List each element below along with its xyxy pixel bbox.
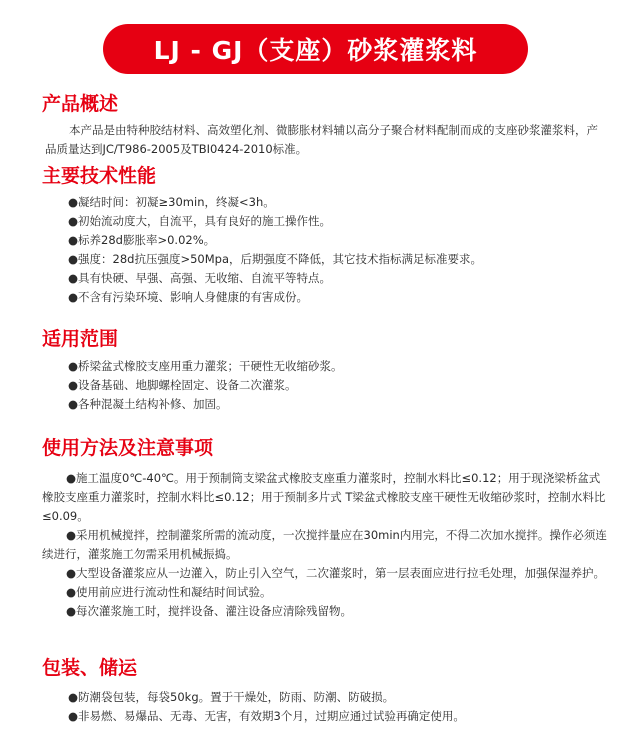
- product-title-banner: [103, 24, 528, 74]
- packaging-heading: 包装、储运: [42, 657, 138, 679]
- list-item: ●初始流动度大，自流平，具有良好的施工操作性。: [68, 214, 332, 228]
- list-item: ●施工温度0℃-40℃。用于预制筒支梁盆式橡胶支座重力灌浆时，控制水料比≤0.12；用于现浇梁桥盆式橡胶支座重力灌浆时，控制水料比≤0.12；用于预制多片式 T梁盆式橡胶支座干硬性无收缩砂浆时，控制水料比≤0.09。: [42, 471, 606, 523]
- list-item: ●不含有污染环境、影响人身健康的有害成份。: [68, 290, 309, 304]
- overview-text: 本产品是由特种胶结材料、高效塑化剂、微膨胀材料辅以高分子聚合材料配制而成的支座砂浆灌浆料，产品质量达到JC/T986-2005及TBI0424-2010标准。: [45, 123, 598, 156]
- list-item: ●各种混凝土结构补修、加固。: [68, 397, 228, 411]
- scope-heading: 适用范围: [42, 328, 119, 350]
- list-item: ●使用前应进行流动性和凝结时间试验。: [66, 585, 272, 599]
- scope-list: [68, 357, 608, 414]
- list-item: ●每次灌浆施工时，搅拌设备、灌注设备应清除残留物。: [66, 604, 353, 618]
- usage-list: [42, 469, 608, 621]
- usage-heading: 使用方法及注意事项: [42, 437, 214, 459]
- list-item: ●强度：28d抗压强度>50Mpa，后期强度不降低，其它技术指标满足标准要求。: [68, 252, 483, 266]
- list-item: ●设备基础、地脚螺栓固定、设备二次灌浆。: [68, 378, 297, 392]
- list-item: ●防潮袋包装，每袋50kg。置于干燥处，防雨、防潮、防破损。: [68, 690, 395, 704]
- overview-heading: 产品概述: [42, 93, 119, 115]
- product-title: LJ - GJ（支座）砂浆灌浆料: [153, 36, 478, 65]
- list-item: ●凝结时间：初凝≥30min，终凝<3h。: [68, 195, 275, 209]
- list-item: ●大型设备灌浆应从一边灌入，防止引入空气，二次灌浆时，第一层表面应进行拉毛处理，加强保湿养护。: [66, 566, 606, 580]
- list-item: ●标养28d膨胀率>0.02%。: [68, 233, 216, 247]
- list-item: ●桥梁盆式橡胶支座用重力灌浆；干硬性无收缩砂浆。: [68, 359, 343, 373]
- list-item: ●具有快硬、早强、高强、无收缩、自流平等特点。: [68, 271, 332, 285]
- packaging-list: [68, 688, 608, 726]
- specs-list: [68, 193, 608, 307]
- list-item: ●非易燃、易爆品、无毒、无害，有效期3个月，过期应通过试验再确定使用。: [68, 709, 465, 723]
- list-item: ●采用机械搅拌，控制灌浆所需的流动度，一次搅拌量应在30min内用完，不得二次加水搅拌。操作必须连续进行，灌浆施工勿需采用机械振捣。: [42, 528, 607, 561]
- specs-heading: 主要技术性能: [42, 165, 157, 187]
